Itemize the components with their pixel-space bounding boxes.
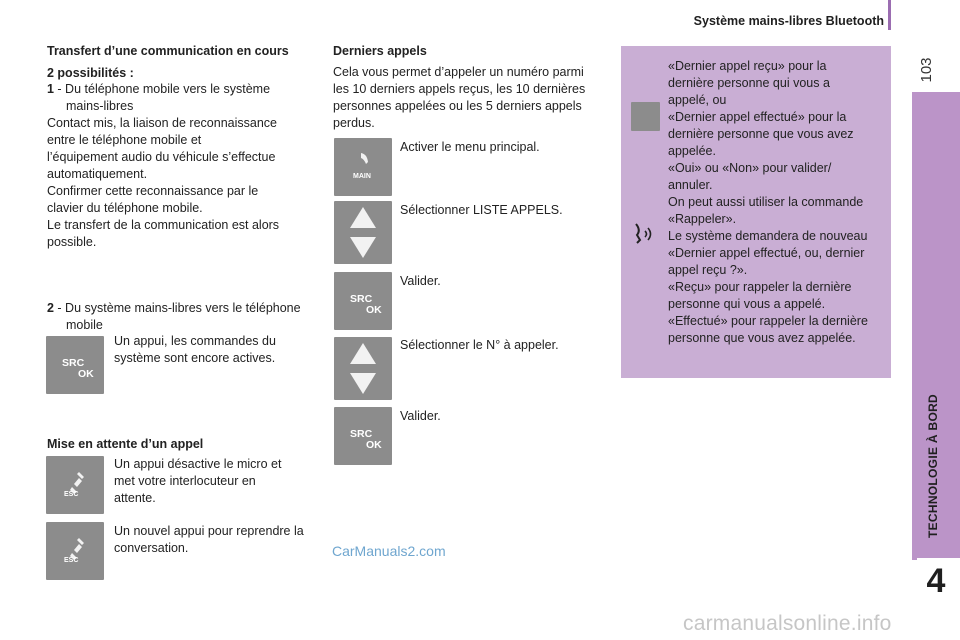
esc-description-1: Un appui désactive le micro et met votre interlocuteur en attente. bbox=[114, 457, 282, 505]
src-ok-button[interactable] bbox=[334, 272, 392, 330]
info-text-top bbox=[668, 58, 888, 194]
phone-hangup-icon bbox=[46, 522, 104, 580]
voice-command-icon bbox=[629, 221, 661, 247]
up-down-button[interactable] bbox=[334, 201, 392, 264]
info-line: «Dernier appel effectué» pour la bbox=[668, 110, 847, 124]
src-label: SRC bbox=[350, 428, 373, 440]
ok-label: OK bbox=[366, 439, 382, 451]
footer-watermark: carmanualsonline.info bbox=[683, 612, 892, 635]
esc-button[interactable] bbox=[46, 456, 104, 514]
src-description: Un appui, les commandes du système sont encore actives. bbox=[114, 334, 276, 365]
recent-calls-intro: Cela vous permet d’appeler un numéro parmi les 10 derniers appels reçus, les 10 dernières personnes appelées ou les 5 derniers appels perdus. bbox=[333, 65, 586, 130]
info-text-bottom bbox=[668, 194, 890, 347]
para-line: possible. bbox=[47, 235, 97, 249]
info-line: personne qui vous a appelé. bbox=[668, 297, 826, 311]
arrow-up-down-icon bbox=[334, 337, 392, 400]
esc-label: ESC bbox=[64, 491, 79, 498]
info-line: annuler. bbox=[668, 178, 713, 192]
phone-hangup-icon bbox=[46, 456, 104, 514]
possibilities-label: 2 possibilités : bbox=[47, 66, 134, 80]
info-line: «Dernier appel effectué, ou, dernier bbox=[668, 246, 865, 260]
esc-description-2: Un nouvel appui pour reprendre la conversation. bbox=[114, 524, 304, 555]
step-5-text: Valider. bbox=[400, 409, 441, 423]
recent-calls-title: Derniers appels bbox=[333, 44, 427, 58]
src-ok-button[interactable] bbox=[334, 407, 392, 465]
info-line: «Effectué» pour rappeler la dernière bbox=[668, 314, 868, 328]
step-2-text: Sélectionner LISTE APPELS. bbox=[400, 203, 563, 217]
page-number: 103 bbox=[918, 57, 935, 83]
para-line: clavier du téléphone mobile. bbox=[47, 201, 203, 215]
header-rule bbox=[888, 0, 891, 30]
step-3-text: Valider. bbox=[400, 274, 441, 288]
info-line: On peut aussi utiliser la commande bbox=[668, 195, 864, 209]
up-down-button[interactable] bbox=[334, 337, 392, 400]
header-title: Système mains-libres Bluetooth bbox=[693, 14, 884, 28]
para-line: automatiquement. bbox=[47, 167, 148, 181]
item-1 bbox=[47, 81, 306, 115]
info-line: appelée. bbox=[668, 144, 716, 158]
main-button[interactable] bbox=[334, 138, 392, 196]
info-line: Le système demandera de nouveau bbox=[668, 229, 868, 243]
esc-label: ESC bbox=[64, 557, 79, 564]
info-line: «Dernier appel reçu» pour la bbox=[668, 59, 827, 73]
info-line: dernière personne qui vous a bbox=[668, 76, 830, 90]
ok-label: OK bbox=[366, 304, 382, 316]
info-line: «Reçu» pour rappeler la dernière bbox=[668, 280, 852, 294]
transfer-paragraph bbox=[47, 115, 312, 251]
para-line: Confirmer cette reconnaissance par le bbox=[47, 184, 259, 198]
small-button bbox=[631, 102, 660, 131]
ok-label: OK bbox=[78, 368, 94, 380]
src-label: SRC bbox=[350, 293, 373, 305]
transfer-title: Transfert d’une communication en cours bbox=[47, 44, 289, 58]
info-line: appel reçu ?». bbox=[668, 263, 748, 277]
para-line: l’équipement audio du véhicule s’effectue bbox=[47, 150, 276, 164]
para-line: entre le téléphone mobile et bbox=[47, 133, 202, 147]
step-1-text: Activer le menu principal. bbox=[400, 140, 540, 154]
item-2 bbox=[47, 300, 306, 334]
item-2-text: - Du système mains-libres vers le téléphone mobile bbox=[53, 301, 301, 332]
src-ok-button[interactable] bbox=[46, 336, 104, 394]
info-line: «Oui» ou «Non» pour valider/ bbox=[668, 161, 832, 175]
chapter-number: 4 bbox=[926, 562, 946, 600]
step-4-text: Sélectionner le N° à appeler. bbox=[400, 338, 559, 352]
chapter-label: TECHNOLOGIE À BORD bbox=[926, 393, 940, 539]
info-line: appelé, ou bbox=[668, 93, 727, 107]
info-line: dernière personne que vous avez bbox=[668, 127, 854, 141]
arrow-up-down-icon bbox=[334, 201, 392, 264]
para-line: Le transfert de la communication est alors bbox=[47, 218, 280, 232]
info-line: personne que vous avez appelée. bbox=[668, 331, 856, 345]
hold-title: Mise en attente d’un appel bbox=[47, 437, 204, 451]
item-2-number: 2 bbox=[47, 301, 54, 315]
esc-button-2[interactable] bbox=[46, 522, 104, 580]
carmanuals-watermark: CarManuals2.com bbox=[332, 543, 446, 559]
item-1-number: 1 bbox=[47, 82, 54, 96]
src-label: SRC bbox=[62, 357, 85, 369]
para-line: Contact mis, la liaison de reconnaissance bbox=[47, 116, 277, 130]
info-line: «Rappeler». bbox=[668, 212, 737, 226]
main-label: MAIN bbox=[353, 173, 371, 180]
phone-icon bbox=[334, 138, 392, 196]
item-1-text: - Du téléphone mobile vers le système mains-libres bbox=[53, 82, 271, 113]
